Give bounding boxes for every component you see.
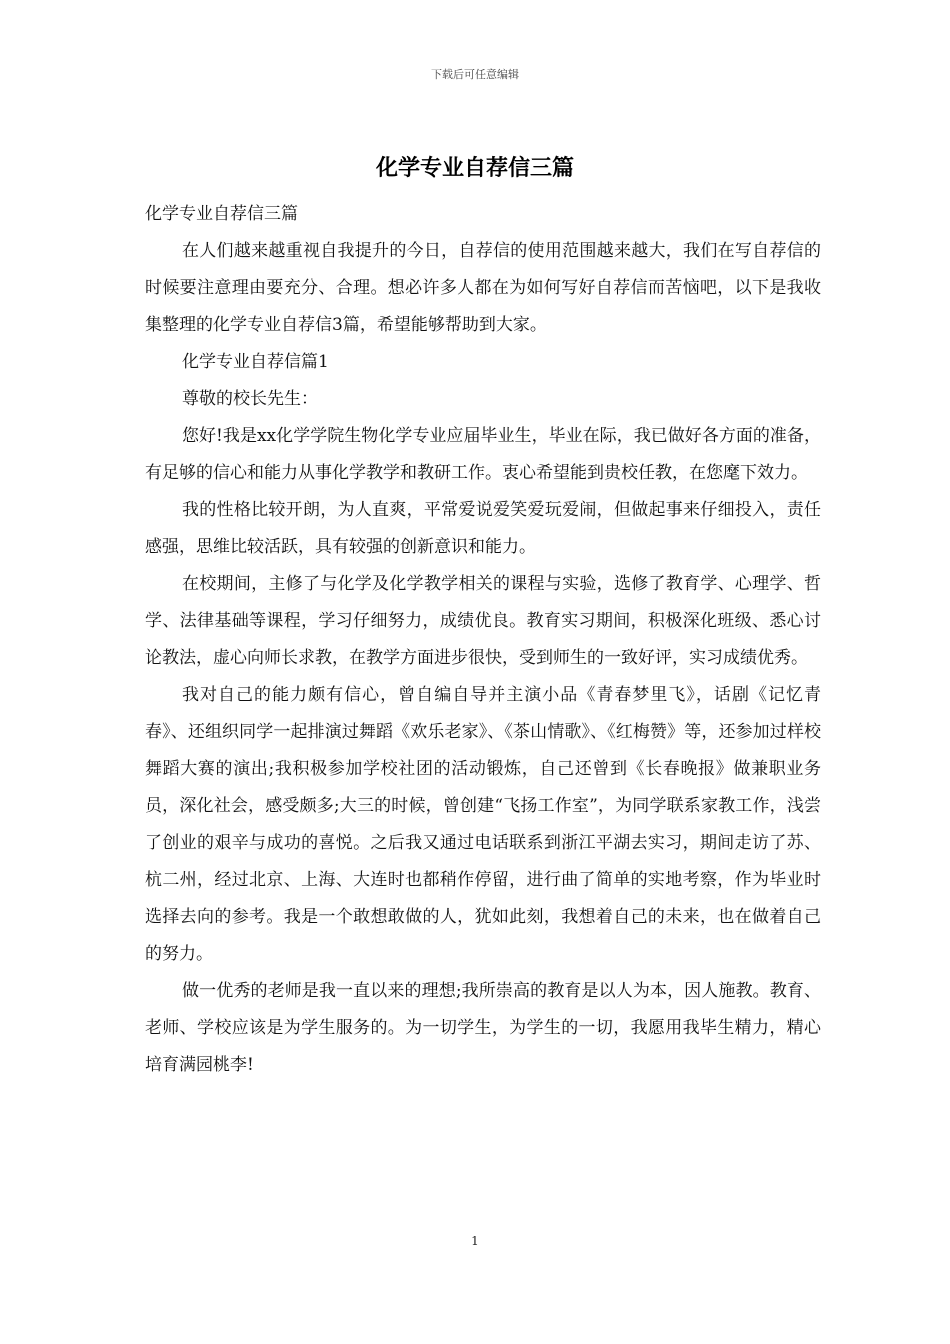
subtitle-line: 化学专业自荐信三篇 [145,204,298,224]
header-note: 下载后可任意编辑 [431,68,519,81]
document-body [145,196,821,1084]
body-paragraph: 在校期间，主修了与化学及化学教学相关的课程与实验，选修了教育学、心理学、哲学、法律基础等课程，学习仔细努力，成绩优良。教育实习期间，积极深化班级、悉心讨论教法，虚心向师长求教，在教学方面进步很快，受到师生的一致好评，实习成绩优秀。 [145,574,821,668]
intro-paragraph: 在人们越来越重视自我提升的今日，自荐信的使用范围越来越大，我们在写自荐信的时候要注意理由要充分、合理。想必许多人都在为如何写好自荐信而苦恼吧，以下是我收集整理的化学专业自荐信3篇，希望能够帮助到大家。 [145,241,821,335]
body-paragraph: 您好!我是xx化学学院生物化学专业应届毕业生，毕业在际，我已做好各方面的准备，有足够的信心和能力从事化学教学和教研工作。衷心希望能到贵校任教，在您麾下效力。 [145,426,821,483]
body-paragraph: 做一优秀的老师是我一直以来的理想;我所崇高的教育是以人为本，因人施教。教育、老师、学校应该是为学生服务的。为一切学生，为学生的一切，我愿用我毕生精力，精心培育满园桃李! [145,981,821,1075]
body-paragraph: 我对自己的能力颇有信心，曾自编自导并主演小品《青春梦里飞》，话剧《记忆青春》、还组织同学一起排演过舞蹈《欢乐老家》、《茶山情歌》、《红梅赞》等，还参加过样校舞蹈大赛的演出;我积极参加学校社团的活动锻炼，自己还曾到《长春晚报》做兼职业务员，深化社会，感受颇多;大三的时候，曾创建“飞扬工作室”，为同学联系家教工作，浅尝了创业的艰辛与成功的喜悦。之后我又通过电话联系到浙江平湖去实习，期间走访了苏、杭二州，经过北京、上海、大连时也都稍作停留，进行曲了简单的实地考察，作为毕业时选择去向的参考。我是一个敢想敢做的人，犹如此刻，我想着自己的未来，也在做着自己的努力。 [145,685,821,964]
section-heading: 化学专业自荐信篇1 [182,352,329,372]
document-title: 化学专业自荐信三篇 [375,156,574,181]
salutation: 尊敬的校长先生： [182,389,318,409]
page-number: 1 [471,1234,479,1248]
body-paragraph: 我的性格比较开朗，为人直爽，平常爱说爱笑爱玩爱闹，但做起事来仔细投入，责任感强，思维比较活跃，具有较强的创新意识和能力。 [145,500,821,557]
